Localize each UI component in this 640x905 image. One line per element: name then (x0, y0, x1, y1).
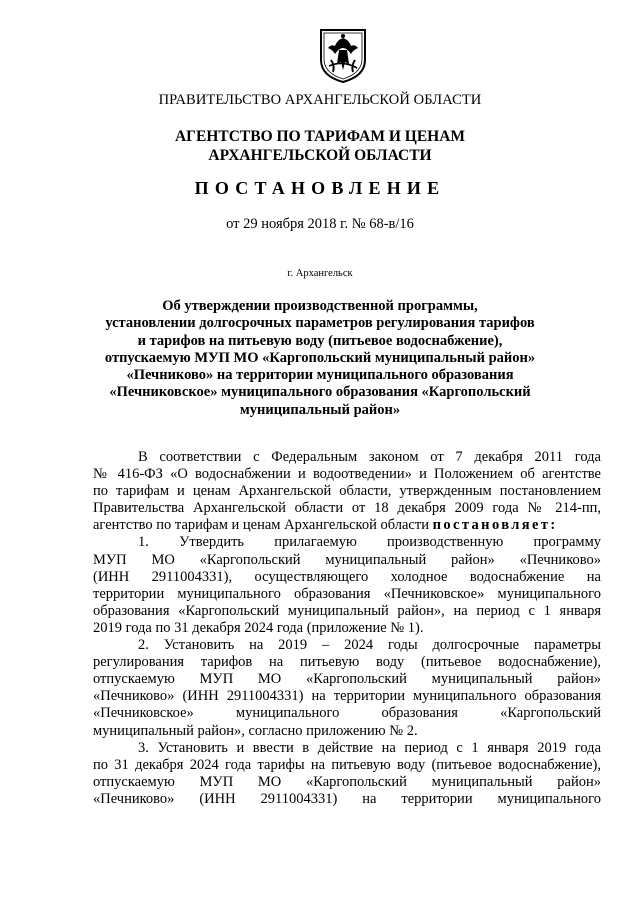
document-type-title: ПОСТАНОВЛЕНИЕ (194, 178, 446, 198)
preamble-paragraph (93, 449, 601, 534)
body-line: по тарифам и ценам Архангельской области, утвержденным постановлением (93, 483, 601, 500)
subject-line: и тарифов на питьевую воду (питьевое водоснабжение), (137, 332, 503, 349)
item-1-paragraph (93, 534, 601, 637)
subject-line: отпускаемую МУП МО «Каргопольский муниципальный район» (104, 349, 536, 366)
body-line (93, 517, 601, 534)
item-3-paragraph (93, 740, 601, 808)
body-line: 2019 года по 31 декабря 2024 года (приложение № 1). (93, 619, 424, 636)
body-line: отпускаемую МУП МО «Каргопольский муниципальный район» (93, 773, 601, 790)
document-subject (0, 298, 640, 419)
body-line: МУП МО «Каргопольский муниципальный район» «Печниково» (93, 551, 601, 568)
body-line: «Печниково» (ИНН 2911004331) на территории муниципального (93, 790, 601, 807)
item-2-paragraph (93, 637, 601, 740)
decree-word: постановляет: (432, 517, 558, 534)
body-line: (ИНН 2911004331), осуществляющего холодное водоснабжение на (93, 568, 601, 585)
body-line: 1. Утвердить прилагаемую производственную программу (138, 534, 601, 551)
document-date-number: от 29 ноября 2018 г. № 68-в/16 (226, 216, 414, 232)
subject-line: установлении долгосрочных параметров регулирования тарифов (105, 315, 535, 332)
body-line: образования «Каргопольский муниципальный район», на период с 1 января (93, 602, 601, 619)
body-line: 2. Установить на 2019 – 2024 годы долгосрочные параметры (138, 637, 601, 654)
body-line: Правительства Архангельской области от 18 декабря 2009 года № 214-пп, (93, 500, 601, 517)
agency-name-line: АРХАНГЕЛЬСКОЙ ОБЛАСТИ (208, 147, 432, 164)
government-name: ПРАВИТЕЛЬСТВО АРХАНГЕЛЬСКОЙ ОБЛАСТИ (158, 92, 482, 108)
document-city: г. Архангельск (287, 268, 353, 279)
body-line: «Печниковское» муниципального образования «Каргопольский (93, 705, 601, 722)
body-line: «Печниково» (ИНН 2911004331) на территории муниципального образования (93, 688, 601, 705)
subject-line: «Печниково» на территории муниципального образования (126, 367, 514, 384)
agency-name (0, 127, 640, 165)
body-line: по 31 декабря 2024 года тарифы на питьевую воду (питьевое водоснабжение), (93, 756, 601, 773)
agency-name-line: АГЕНТСТВО ПО ТАРИФАМ И ЦЕНАМ (174, 128, 466, 145)
document-body (93, 449, 601, 808)
body-line: регулирования тарифов на питьевую воду (питьевое водоснабжение), (93, 654, 601, 671)
coat-of-arms-emblem (315, 26, 371, 84)
subject-line: «Печниковское» муниципального образования «Каргопольский (109, 384, 531, 401)
body-line: В соответствии с Федеральным законом от 7 декабря 2011 года (138, 449, 601, 465)
body-line: отпускаемую МУП МО «Каргопольский муниципальный район» (93, 671, 601, 688)
body-line: муниципальный район», согласно приложению № 2. (93, 722, 418, 739)
body-line: 3. Установить и ввести в действие на период с 1 января 2019 года (138, 739, 601, 756)
subject-line: муниципальный район» (239, 401, 401, 418)
body-line-text: агентство по тарифам и ценам Архангельской области (93, 517, 429, 534)
subject-line: Об утверждении производственной программы, (162, 298, 478, 314)
body-line: № 416-ФЗ «О водоснабжении и водоотведении» и Положением об агентстве (93, 466, 601, 483)
body-line: территории муниципального образования «Печниковское» муниципального (93, 585, 601, 602)
